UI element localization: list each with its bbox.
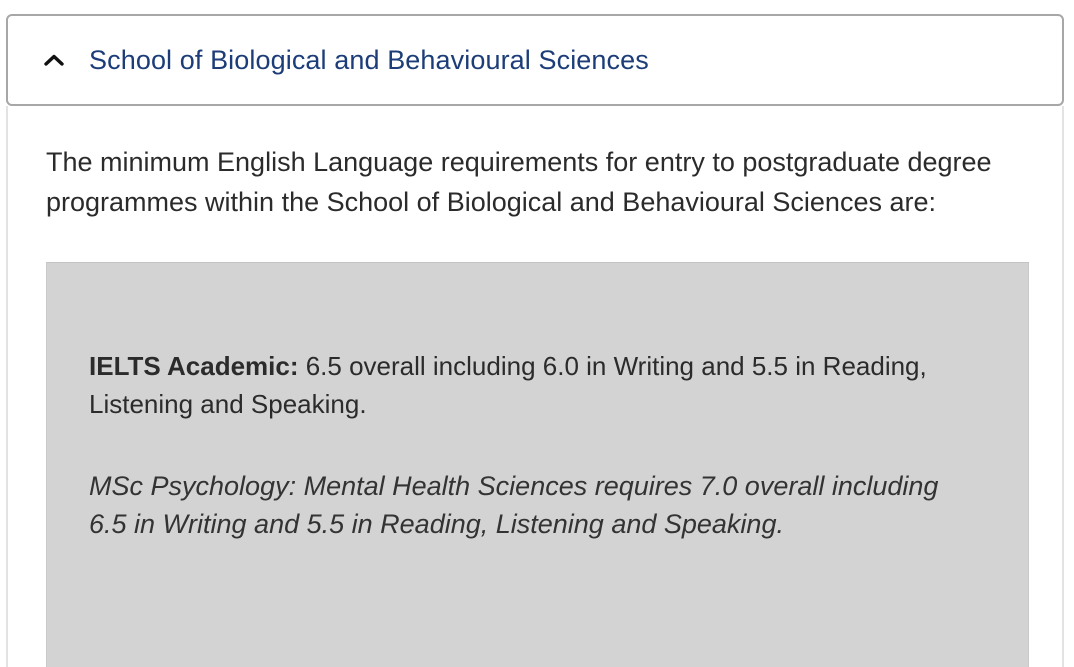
chevron-up-icon[interactable] xyxy=(41,51,67,69)
msc-psychology-note: MSc Psychology: Mental Health Sciences requires 7.0 overall including 6.5 in Writing and 5.5 in Reading, Listening and Speaking. xyxy=(89,471,939,539)
accordion-title[interactable]: School of Biological and Behavioural Sciences xyxy=(89,44,649,75)
intro-text: The minimum English Language requirements for entry to postgraduate degree programmes within the School of Biological and Behavioural Sciences are: xyxy=(46,147,992,217)
ielts-label: IELTS Academic: xyxy=(89,351,299,381)
ielts-text: 6.5 overall including 6.0 in Writing and 5.5 in Reading, Listening and Speaking. xyxy=(89,351,927,419)
ielts-requirement xyxy=(89,347,989,423)
requirements-box xyxy=(46,262,1029,667)
panel-border-left xyxy=(6,106,8,667)
panel-border-right xyxy=(1062,106,1064,667)
accordion-header[interactable] xyxy=(6,14,1064,106)
